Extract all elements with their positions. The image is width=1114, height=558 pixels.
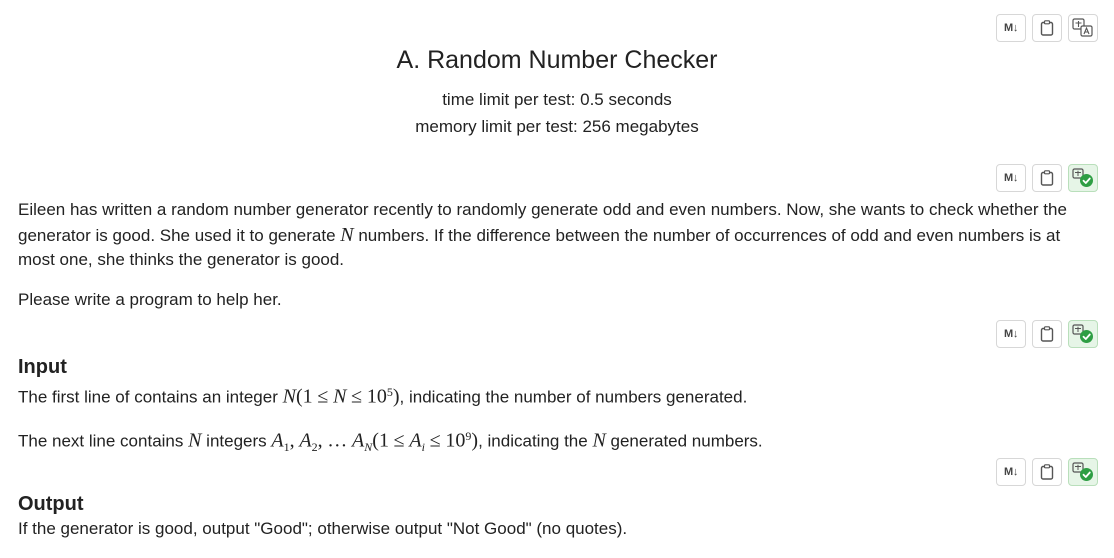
translate-check-icon	[1072, 168, 1094, 188]
clipboard-icon	[1040, 20, 1054, 36]
markdown-icon: M↓	[1003, 466, 1019, 478]
translate-check-icon	[1072, 324, 1094, 344]
statement-paragraph-2: Please write a program to help her.	[18, 290, 282, 309]
statement-toolbar	[996, 164, 1098, 192]
translate-button[interactable]	[1068, 320, 1098, 348]
translate-button[interactable]	[1068, 458, 1098, 486]
copy-button[interactable]	[1032, 164, 1062, 192]
markdown-button[interactable]	[996, 14, 1026, 42]
translate-icon	[1072, 18, 1094, 38]
clipboard-icon	[1040, 464, 1054, 480]
copy-button[interactable]	[1032, 14, 1062, 42]
output-line: If the generator is good, output "Good"; otherwise output "Not Good" (no quotes).	[18, 519, 628, 538]
translate-button[interactable]	[1068, 14, 1098, 42]
markdown-icon: M↓	[1003, 328, 1019, 340]
input-heading: Input	[18, 356, 67, 378]
markdown-button[interactable]	[996, 320, 1026, 348]
output-toolbar	[996, 458, 1098, 486]
time-limit: time limit per test: 0.5 seconds	[442, 90, 672, 109]
output-heading: Output	[18, 493, 84, 515]
statement-paragraph: Eileen has written a random number generator recently to randomly generate odd and even numbers. Now, she wants to check whether the generator is good. She used it to generate N numbers. If the difference between the number of occurrences of odd and even numbers is at most one, she thinks the generator is good.	[18, 200, 1067, 269]
memory-limit: memory limit per test: 256 megabytes	[415, 117, 699, 136]
translate-check-icon	[1072, 462, 1094, 482]
input-line-1: The first line of contains an integer $N(1 \le N \le 10^5)$, indicating the number of numbers generated.	[18, 385, 748, 408]
input-line-2: The next line contains N integers $A_1$, $A_2$, … $A_N(1 \le A_i \le 10^9)$, indicating the N generated numbers.	[18, 429, 763, 455]
markdown-button[interactable]	[996, 458, 1026, 486]
problem-title: A. Random Number Checker	[396, 46, 718, 74]
clipboard-icon	[1040, 326, 1054, 342]
input-toolbar	[996, 320, 1098, 348]
markdown-icon: M↓	[1003, 22, 1019, 34]
markdown-icon: M↓	[1003, 172, 1019, 184]
header-toolbar	[996, 14, 1098, 42]
markdown-button[interactable]	[996, 164, 1026, 192]
math-N: N	[340, 223, 354, 246]
clipboard-icon	[1040, 170, 1054, 186]
copy-button[interactable]	[1032, 458, 1062, 486]
translate-button[interactable]	[1068, 164, 1098, 192]
copy-button[interactable]	[1032, 320, 1062, 348]
